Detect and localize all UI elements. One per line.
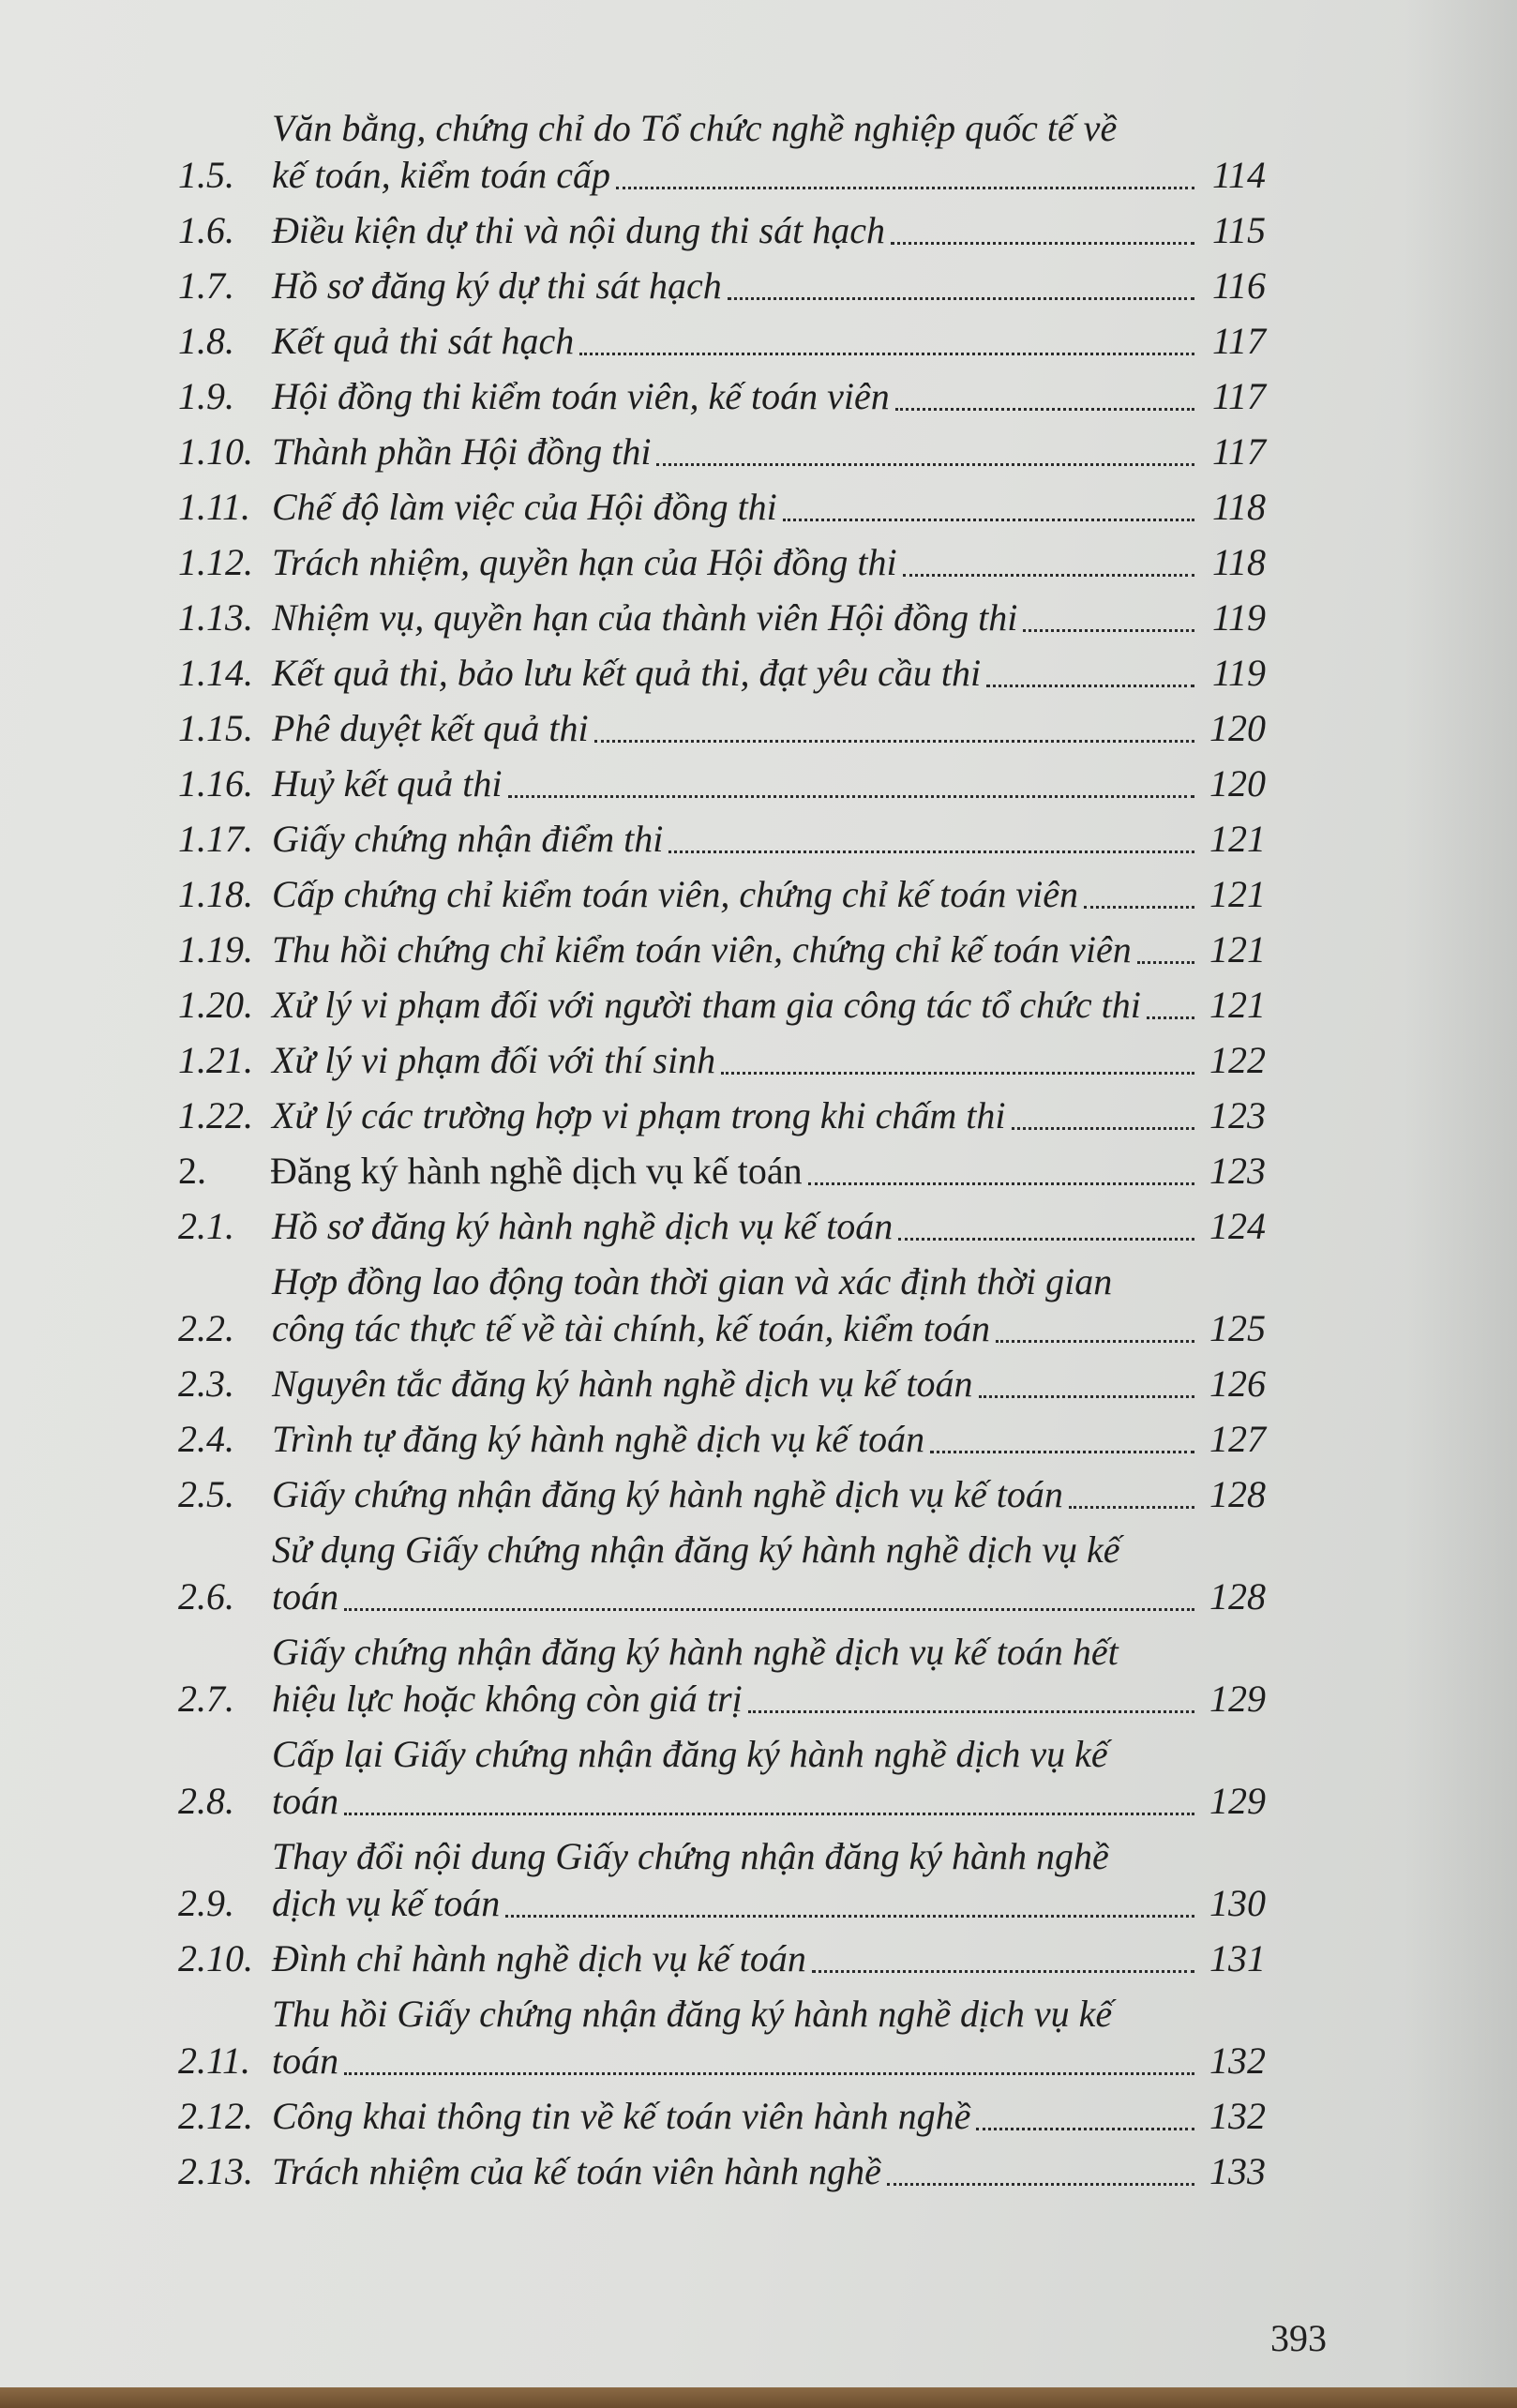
toc-entry-body xyxy=(272,429,1266,475)
toc-entry-title-line2 xyxy=(272,1305,1266,1352)
dot-leader xyxy=(887,2170,1194,2186)
toc-entry-number: 2.11. xyxy=(178,2039,251,2082)
toc-entry-title: Huỷ kết quả thi xyxy=(272,762,503,805)
toc-entry xyxy=(178,263,1266,309)
toc-entry-body xyxy=(272,1629,1266,1723)
toc-entry-title: toán xyxy=(272,2039,339,2082)
toc-entry xyxy=(178,2148,1266,2195)
toc-entry xyxy=(178,1203,1266,1250)
toc-entry-title: Giấy chứng nhận điểm thi xyxy=(272,818,664,860)
toc-entry-body xyxy=(272,105,1266,199)
toc-entry-title: Thu hồi chứng chỉ kiểm toán viên, chứng chỉ kế toán viên xyxy=(272,928,1132,971)
toc-entry-page: 125 xyxy=(1209,1307,1266,1349)
dot-leader xyxy=(1084,893,1194,909)
toc-entry-number: 1.8. xyxy=(178,320,234,362)
toc-entry-title: Phê duyệt kết quả thi xyxy=(272,707,589,749)
toc-entry-title-line1: Giấy chứng nhận đăng ký hành nghề dịch vụ kế toán hết xyxy=(272,1631,1119,1673)
toc-entry-number: 2.12. xyxy=(178,2095,253,2137)
toc-entry-number: 2. xyxy=(178,1150,206,1192)
toc-entry-title: kế toán, kiểm toán cấp xyxy=(272,154,610,196)
toc-entry-title: Thành phần Hội đồng thi xyxy=(272,430,652,473)
toc-entry-number: 1.19. xyxy=(178,928,253,971)
dot-leader xyxy=(668,837,1194,853)
toc-entry-number: 2.5. xyxy=(178,1473,234,1515)
toc-entry xyxy=(178,105,1266,199)
toc-entry-title: toán xyxy=(272,1780,339,1822)
toc-entry-title: Đình chỉ hành nghề dịch vụ kế toán xyxy=(272,1937,806,1979)
toc-entry-number: 2.3. xyxy=(178,1362,234,1405)
toc-entry xyxy=(178,650,1266,697)
toc-entry-body xyxy=(272,263,1266,309)
toc-entry-page: 115 xyxy=(1211,209,1266,251)
toc-entry-number: 2.1. xyxy=(178,1205,234,1247)
toc-entry-page: 128 xyxy=(1209,1473,1266,1515)
dot-leader xyxy=(508,782,1195,798)
toc-entry-page: 120 xyxy=(1209,762,1266,805)
toc-entry-body xyxy=(272,1361,1266,1407)
toc-entry-title: Nhiệm vụ, quyền hạn của thành viên Hội đồng thi xyxy=(272,596,1018,639)
toc-entry xyxy=(178,1092,1266,1139)
toc-entry-body xyxy=(272,1471,1266,1518)
toc-entry-body xyxy=(272,1416,1266,1463)
toc-entry xyxy=(178,484,1266,531)
toc-entry-body xyxy=(272,1527,1266,1620)
toc-entry xyxy=(178,207,1266,254)
toc-entry-number: 1.11. xyxy=(178,486,251,528)
dot-leader xyxy=(721,1059,1194,1075)
dot-leader xyxy=(1137,948,1194,964)
toc-entry xyxy=(178,1731,1266,1825)
dot-leader xyxy=(344,1595,1194,1611)
dot-leader xyxy=(748,1697,1194,1713)
toc-entry-page: 120 xyxy=(1209,707,1266,749)
toc-entry-title-line1: Sử dụng Giấy chứng nhận đăng ký hành nghề dịch vụ kế xyxy=(272,1528,1120,1571)
toc-entry xyxy=(178,1991,1266,2084)
toc-entry-page: 131 xyxy=(1209,1937,1266,1979)
toc-entry-number: 1.13. xyxy=(178,596,253,639)
toc-entry-title: Xử lý các trường hợp vi phạm trong khi chấm thi xyxy=(272,1094,1006,1136)
toc-entry-title-line2 xyxy=(272,1880,1266,1927)
toc-entry-body xyxy=(272,539,1266,586)
dot-leader xyxy=(996,1327,1194,1343)
toc-entry xyxy=(178,982,1266,1029)
toc-entry-number: 2.8. xyxy=(178,1780,234,1822)
toc-entry-page: 129 xyxy=(1209,1780,1266,1822)
toc-entry xyxy=(178,594,1266,641)
toc-entry-title: Cấp chứng chỉ kiểm toán viên, chứng chỉ kế toán viên xyxy=(272,873,1079,915)
toc-entry-title-line2 xyxy=(272,152,1266,199)
toc-entry xyxy=(178,1935,1266,1982)
toc-entry xyxy=(178,1037,1266,1084)
dot-leader xyxy=(344,1799,1194,1815)
dot-leader xyxy=(976,2115,1194,2130)
dot-leader xyxy=(898,1225,1194,1241)
toc-entry xyxy=(178,373,1266,420)
toc-entry-title: Chế độ làm việc của Hội đồng thi xyxy=(272,486,777,528)
toc-entry-title: Trách nhiệm, quyền hạn của Hội đồng thi xyxy=(272,541,897,583)
toc-entry-body xyxy=(272,2148,1266,2195)
toc-entry-title: Hội đồng thi kiểm toán viên, kế toán viên xyxy=(272,375,890,417)
toc-entry-page: 127 xyxy=(1209,1418,1266,1460)
toc-entry-title-line2 xyxy=(272,2038,1266,2084)
toc-entry-body xyxy=(272,650,1266,697)
toc-entry-body xyxy=(272,1731,1266,1825)
dot-leader xyxy=(903,561,1194,577)
toc-entry-body xyxy=(272,1935,1266,1982)
toc-entry-page: 119 xyxy=(1211,596,1266,639)
toc-entry-page: 132 xyxy=(1209,2095,1266,2137)
dot-leader xyxy=(505,1902,1194,1918)
toc-entry-page: 130 xyxy=(1209,1882,1266,1924)
toc-entry-title: Xử lý vi phạm đối với người tham gia công tác tổ chức thi xyxy=(272,984,1141,1026)
toc-entry xyxy=(178,1148,1266,1195)
toc-entry-title: Nguyên tắc đăng ký hành nghề dịch vụ kế toán xyxy=(272,1362,973,1405)
page-curl-shadow xyxy=(1404,0,1517,2408)
toc-entry-title-line1: Cấp lại Giấy chứng nhận đăng ký hành nghề dịch vụ kế xyxy=(272,1733,1108,1775)
toc-entry-page: 124 xyxy=(1209,1205,1266,1247)
toc-entry-page: 121 xyxy=(1209,984,1266,1026)
toc-entry-number: 2.4. xyxy=(178,1418,234,1460)
toc-entry-title-line1: Thu hồi Giấy chứng nhận đăng ký hành nghề dịch vụ kế xyxy=(272,1993,1113,2035)
toc-entry-number: 2.7. xyxy=(178,1678,234,1720)
toc-entry-title: Đăng ký hành nghề dịch vụ kế toán xyxy=(270,1150,803,1192)
toc-entry-page: 121 xyxy=(1209,928,1266,971)
toc-entry-page: 123 xyxy=(1209,1150,1266,1192)
dot-leader xyxy=(979,1382,1194,1398)
dot-leader xyxy=(1069,1493,1194,1509)
toc-entry-body xyxy=(272,1991,1266,2084)
dot-leader xyxy=(1147,1003,1194,1019)
dot-leader xyxy=(344,2059,1194,2075)
dot-leader xyxy=(783,505,1194,521)
dot-leader xyxy=(616,173,1194,189)
toc-entry-title: Trách nhiệm của kế toán viên hành nghề xyxy=(272,2150,881,2192)
toc-entry-number: 1.7. xyxy=(178,264,234,307)
toc-entry-number: 2.6. xyxy=(178,1575,234,1618)
toc-entry-page: 114 xyxy=(1211,154,1266,196)
toc-entry-page: 118 xyxy=(1211,486,1266,528)
dot-leader xyxy=(812,1957,1194,1973)
toc-entry-title: dịch vụ kế toán xyxy=(272,1882,501,1924)
toc-entry-body xyxy=(272,1092,1266,1139)
toc-entry xyxy=(178,816,1266,863)
toc-entry-title: Hồ sơ đăng ký hành nghề dịch vụ kế toán xyxy=(272,1205,894,1247)
toc-entry-title: toán xyxy=(272,1575,339,1618)
toc-entry-page: 128 xyxy=(1209,1575,1266,1618)
toc-entry-body xyxy=(272,926,1266,973)
dot-leader xyxy=(895,395,1194,411)
toc-entry-body xyxy=(272,373,1266,420)
toc-entry-body xyxy=(272,1258,1266,1352)
dot-leader xyxy=(656,450,1194,466)
toc-entry xyxy=(178,2093,1266,2140)
table-of-contents xyxy=(178,105,1266,2204)
dot-leader xyxy=(930,1437,1194,1453)
page-number: 393 xyxy=(1270,2317,1327,2359)
dot-leader xyxy=(891,229,1194,245)
toc-entry xyxy=(178,1361,1266,1407)
dot-leader xyxy=(728,284,1194,300)
toc-entry-title: công tác thực tế về tài chính, kế toán, kiểm toán xyxy=(272,1307,991,1349)
toc-entry-number: 1.16. xyxy=(178,762,253,805)
toc-entry-number: 1.14. xyxy=(178,652,253,694)
toc-entry-title-line2 xyxy=(272,1778,1266,1825)
toc-entry-page: 126 xyxy=(1209,1362,1266,1405)
toc-entry xyxy=(178,705,1266,752)
toc-entry-page: 118 xyxy=(1211,541,1266,583)
toc-entry xyxy=(178,539,1266,586)
toc-entry-number: 2.10. xyxy=(178,1937,253,1979)
toc-entry-page: 117 xyxy=(1211,430,1266,473)
toc-entry-page: 119 xyxy=(1211,652,1266,694)
toc-entry-body xyxy=(270,1148,1266,1195)
toc-entry-body xyxy=(272,484,1266,531)
toc-entry-body xyxy=(272,2093,1266,2140)
toc-entry-title-line1: Văn bằng, chứng chỉ do Tổ chức nghề nghiệp quốc tế về xyxy=(272,107,1118,149)
toc-entry-title: Trình tự đăng ký hành nghề dịch vụ kế toán xyxy=(272,1418,925,1460)
toc-entry-number: 1.20. xyxy=(178,984,253,1026)
toc-entry-title: Hồ sơ đăng ký dự thi sát hạch xyxy=(272,264,722,307)
toc-entry xyxy=(178,1833,1266,1927)
toc-entry-number: 1.17. xyxy=(178,818,253,860)
toc-entry-body xyxy=(272,760,1266,807)
dot-leader xyxy=(986,671,1194,687)
toc-entry-title: Kết quả thi sát hạch xyxy=(272,320,575,362)
toc-entry-title: Kết quả thi, bảo lưu kết quả thi, đạt yêu cầu thi xyxy=(272,652,982,694)
toc-entry-body xyxy=(272,982,1266,1029)
toc-entry xyxy=(178,926,1266,973)
toc-entry xyxy=(178,318,1266,365)
toc-entry-number: 1.21. xyxy=(178,1039,253,1081)
dot-leader xyxy=(1023,616,1194,632)
toc-entry-body xyxy=(272,705,1266,752)
toc-entry xyxy=(178,1416,1266,1463)
toc-entry xyxy=(178,760,1266,807)
toc-entry-number: 1.18. xyxy=(178,873,253,915)
toc-entry-body xyxy=(272,1833,1266,1927)
dot-leader xyxy=(808,1169,1194,1185)
toc-entry xyxy=(178,429,1266,475)
toc-entry-number: 1.10. xyxy=(178,430,253,473)
toc-entry xyxy=(178,1258,1266,1352)
toc-entry-page: 117 xyxy=(1211,320,1266,362)
toc-entry-page: 117 xyxy=(1211,375,1266,417)
toc-entry-page: 122 xyxy=(1209,1039,1266,1081)
toc-entry-page: 132 xyxy=(1209,2039,1266,2082)
toc-entry-title: hiệu lực hoặc không còn giá trị xyxy=(272,1678,743,1720)
toc-entry-page: 123 xyxy=(1209,1094,1266,1136)
toc-entry-body xyxy=(272,816,1266,863)
toc-entry-number: 2.9. xyxy=(178,1882,234,1924)
toc-entry-title-line1: Thay đổi nội dung Giấy chứng nhận đăng ký hành nghề xyxy=(272,1835,1109,1877)
toc-entry-number: 1.5. xyxy=(178,154,234,196)
toc-entry-title: Điều kiện dự thi và nội dung thi sát hạch xyxy=(272,209,885,251)
toc-entry-title-line2 xyxy=(272,1676,1266,1723)
toc-entry-number: 2.2. xyxy=(178,1307,234,1349)
toc-entry-body xyxy=(272,207,1266,254)
toc-entry-body xyxy=(272,594,1266,641)
toc-entry xyxy=(178,1527,1266,1620)
toc-entry-number: 1.15. xyxy=(178,707,253,749)
toc-entry-number: 1.6. xyxy=(178,209,234,251)
toc-entry-title-line1: Hợp đồng lao động toàn thời gian và xác định thời gian xyxy=(272,1260,1113,1302)
toc-entry xyxy=(178,1471,1266,1518)
toc-entry xyxy=(178,1629,1266,1723)
toc-entry-number: 1.9. xyxy=(178,375,234,417)
toc-entry-body xyxy=(272,871,1266,918)
toc-entry xyxy=(178,871,1266,918)
page-edge xyxy=(0,2387,1517,2408)
toc-entry-title-line2 xyxy=(272,1573,1266,1620)
toc-entry-page: 121 xyxy=(1209,873,1266,915)
toc-entry-number: 1.22. xyxy=(178,1094,253,1136)
toc-entry-title: Giấy chứng nhận đăng ký hành nghề dịch vụ kế toán xyxy=(272,1473,1063,1515)
toc-entry-number: 1.12. xyxy=(178,541,253,583)
dot-leader xyxy=(594,727,1194,743)
toc-entry-title: Xử lý vi phạm đối với thí sinh xyxy=(272,1039,716,1081)
toc-entry-page: 129 xyxy=(1209,1678,1266,1720)
toc-entry-page: 121 xyxy=(1209,818,1266,860)
toc-entry-page: 116 xyxy=(1211,264,1266,307)
toc-entry-body xyxy=(272,318,1266,365)
toc-entry-page: 133 xyxy=(1209,2150,1266,2192)
dot-leader xyxy=(1012,1114,1195,1130)
toc-entry-body xyxy=(272,1203,1266,1250)
dot-leader xyxy=(579,339,1194,355)
toc-entry-title: Công khai thông tin về kế toán viên hành nghề xyxy=(272,2095,971,2137)
toc-entry-number: 2.13. xyxy=(178,2150,253,2192)
toc-entry-body xyxy=(272,1037,1266,1084)
